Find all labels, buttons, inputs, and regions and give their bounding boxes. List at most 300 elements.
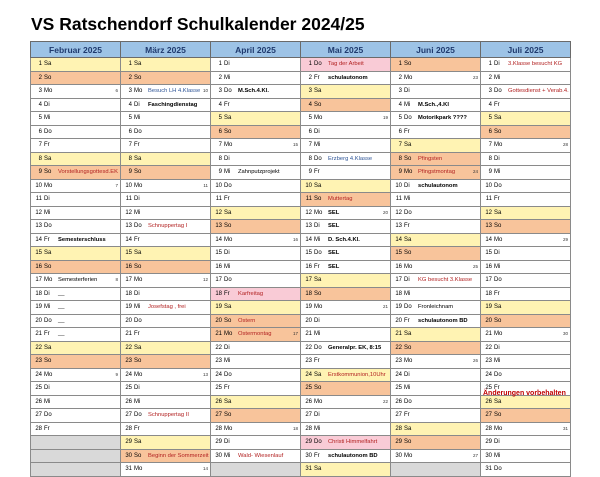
event-label: schulautonom BD [328, 452, 378, 459]
weekday: Do [224, 277, 232, 284]
day-row [31, 287, 571, 301]
day-row [31, 449, 571, 463]
day-row [31, 395, 571, 409]
day-number: 11 [215, 196, 222, 203]
weekday: Do [494, 182, 502, 189]
day-number: 21 [485, 331, 492, 338]
day-number: 26 [305, 398, 312, 405]
day-cell [391, 287, 481, 301]
day-cell [121, 260, 211, 274]
day-number: 12 [485, 209, 492, 216]
day-cell [301, 328, 391, 342]
day-cell [481, 422, 571, 436]
day-number: 8 [38, 155, 42, 162]
day-number: 7 [38, 142, 42, 149]
weekday: Mo [494, 142, 503, 149]
day-number: 6 [218, 128, 222, 135]
weekday: So [44, 358, 52, 365]
day-cell [301, 274, 391, 288]
day-number: 25 [35, 385, 42, 392]
day-cell [31, 193, 121, 207]
week-number: 20 [382, 209, 388, 215]
weekday: Sa [404, 142, 412, 149]
day-cell [301, 125, 391, 139]
day-number: 4 [488, 101, 492, 108]
weekday: Do [314, 155, 322, 162]
day-row [31, 206, 571, 220]
weekday: Di [134, 101, 140, 108]
day-cell [211, 206, 301, 220]
event-label: Beginn der Sommerzeit [148, 452, 209, 459]
weekday: So [494, 317, 502, 324]
day-cell [301, 179, 391, 193]
day-cell [211, 233, 301, 247]
day-cell [121, 247, 211, 261]
week-number: 25 [472, 263, 478, 269]
weekday: So [44, 169, 52, 176]
weekday: Mo [224, 331, 233, 338]
day-number: 21 [305, 331, 312, 338]
weekday: Do [44, 412, 52, 419]
weekday: Mi [314, 425, 321, 432]
weekday: Sa [134, 439, 142, 446]
weekday: So [134, 263, 142, 270]
week-number: 21 [382, 304, 388, 309]
day-number: 9 [308, 169, 312, 176]
day-number: 7 [128, 142, 132, 149]
month-header: Mai 2025 [301, 42, 391, 58]
day-cell [391, 152, 481, 166]
day-number: 25 [485, 385, 492, 392]
day-cell [121, 139, 211, 153]
day-row [31, 139, 571, 153]
event-label: schulautonom [418, 182, 458, 189]
day-row [31, 125, 571, 139]
day-cell [391, 220, 481, 234]
day-number: 4 [38, 101, 42, 108]
day-number: 8 [128, 155, 132, 162]
weekday: Sa [44, 250, 52, 257]
day-cell [391, 166, 481, 180]
weekday: Do [314, 344, 322, 351]
event-label: Erzberg 4.Klasse [328, 155, 373, 162]
event-label: Tag der Arbeit [328, 61, 364, 68]
weekday: Mi [404, 101, 411, 108]
weekday: Mo [44, 371, 53, 378]
month-header: März 2025 [121, 42, 211, 58]
changes-reserved-note: Änderungen vorbehalten [483, 390, 566, 397]
weekday: So [404, 250, 412, 257]
weekday: Do [224, 182, 232, 189]
event-label: Muttertag [328, 196, 353, 203]
day-number: 16 [35, 263, 42, 270]
weekday: Fr [134, 331, 140, 338]
day-number: 13 [395, 223, 402, 230]
day-cell [121, 409, 211, 423]
week-number: 16 [292, 236, 298, 242]
day-number: 17 [485, 277, 492, 284]
day-number: 29 [485, 439, 492, 446]
day-cell [121, 355, 211, 369]
event-label: Ostermontag [238, 331, 272, 338]
weekday: Mo [404, 169, 413, 176]
weekday: Mi [134, 209, 141, 216]
weekday: Do [314, 439, 322, 446]
day-number: 26 [485, 398, 492, 405]
day-number: 18 [215, 290, 222, 297]
day-cell [301, 112, 391, 126]
weekday: Do [134, 223, 142, 230]
day-row [31, 85, 571, 99]
day-number: 11 [125, 196, 132, 203]
event-label: __ [58, 290, 65, 297]
week-number: 14 [202, 466, 208, 471]
day-cell [121, 125, 211, 139]
event-label: __ [58, 317, 65, 324]
week-number: 27 [472, 452, 478, 458]
weekday: Fr [44, 425, 50, 432]
day-number: 18 [305, 290, 312, 297]
weekday: Sa [314, 466, 322, 473]
weekday: Mi [494, 169, 501, 176]
week-number: 17 [292, 331, 298, 336]
day-number: 19 [215, 304, 222, 311]
day-number: 14 [35, 236, 42, 243]
day-cell [481, 220, 571, 234]
day-number: 7 [218, 142, 222, 149]
day-cell [301, 341, 391, 355]
weekday: Do [44, 223, 52, 230]
weekday: Mo [494, 331, 503, 338]
weekday: Mo [314, 398, 323, 405]
month-header: Februar 2025 [31, 42, 121, 58]
weekday: Sa [494, 115, 502, 122]
day-cell [301, 220, 391, 234]
day-number: 23 [35, 358, 42, 365]
day-cell [481, 179, 571, 193]
day-cell [31, 341, 121, 355]
day-number: 2 [398, 74, 402, 81]
day-number: 30 [215, 452, 222, 459]
weekday: Di [494, 250, 500, 257]
day-cell [391, 341, 481, 355]
day-cell [121, 368, 211, 382]
day-number: 2 [218, 74, 222, 81]
weekday: Mi [314, 331, 321, 338]
empty-cell [31, 449, 121, 463]
day-cell [391, 314, 481, 328]
day-number: 16 [215, 263, 222, 270]
day-cell [481, 206, 571, 220]
day-cell [121, 463, 211, 477]
day-cell [391, 233, 481, 247]
day-number: 27 [395, 412, 402, 419]
day-cell [301, 247, 391, 261]
weekday: Fr [44, 331, 50, 338]
weekday: Sa [224, 115, 232, 122]
weekday: Sa [224, 209, 232, 216]
weekday: So [134, 169, 142, 176]
weekday: Di [314, 223, 320, 230]
weekday: Mi [134, 115, 141, 122]
day-cell [481, 71, 571, 85]
event-label: Schnuppertag II [148, 412, 189, 419]
weekday: Fr [224, 196, 230, 203]
day-row [31, 166, 571, 180]
weekday: Do [44, 128, 52, 135]
weekday: Fr [224, 385, 230, 392]
day-cell [31, 409, 121, 423]
day-cell [31, 382, 121, 396]
day-row [31, 179, 571, 193]
day-cell [301, 206, 391, 220]
weekday: Di [44, 196, 50, 203]
weekday: Sa [314, 371, 322, 378]
day-number: 10 [395, 182, 402, 189]
day-row [31, 422, 571, 436]
day-cell [301, 152, 391, 166]
day-cell [211, 112, 301, 126]
weekday: Mo [44, 182, 53, 189]
weekday: Sa [134, 61, 142, 68]
event-label: Semesterschluss [58, 236, 106, 243]
weekday: Do [494, 277, 502, 284]
day-cell [121, 112, 211, 126]
day-cell [121, 193, 211, 207]
week-number: 7 [115, 182, 118, 188]
day-number: 30 [485, 452, 492, 459]
weekday: So [314, 290, 322, 297]
day-number: 25 [305, 385, 312, 392]
day-cell [391, 139, 481, 153]
day-cell [391, 422, 481, 436]
weekday: So [224, 317, 232, 324]
weekday: Fr [134, 142, 140, 149]
day-cell [391, 368, 481, 382]
day-number: 2 [488, 74, 492, 81]
day-number: 21 [215, 331, 222, 338]
day-row [31, 260, 571, 274]
day-cell [121, 233, 211, 247]
day-number: 29 [215, 439, 222, 446]
day-cell [391, 449, 481, 463]
day-number: 20 [305, 317, 312, 324]
day-number: 22 [215, 344, 222, 351]
week-number: 15 [292, 142, 298, 147]
event-label: Besuch LH 4.Klasse [148, 88, 201, 95]
weekday: Mi [494, 263, 501, 270]
weekday: So [314, 196, 322, 203]
day-number: 5 [308, 115, 312, 122]
day-number: 24 [485, 371, 492, 378]
weekday: Do [134, 317, 142, 324]
weekday: Di [134, 196, 140, 203]
weekday: So [494, 223, 502, 230]
day-number: 3 [398, 88, 402, 95]
week-number: 26 [472, 358, 478, 363]
day-number: 28 [215, 425, 222, 432]
weekday: So [224, 223, 232, 230]
day-number: 15 [305, 250, 312, 257]
day-cell [211, 341, 301, 355]
empty-cell [211, 463, 301, 477]
day-cell [481, 247, 571, 261]
weekday: Mo [404, 358, 413, 365]
day-cell [481, 341, 571, 355]
day-row [31, 328, 571, 342]
day-cell [121, 422, 211, 436]
day-number: 15 [125, 250, 132, 257]
day-number: 3 [218, 88, 222, 95]
day-cell [391, 112, 481, 126]
weekday: Di [44, 290, 50, 297]
day-number: 11 [485, 196, 492, 203]
day-number: 23 [485, 358, 492, 365]
day-row [31, 220, 571, 234]
day-number: 1 [38, 61, 42, 68]
weekday: Sa [134, 250, 142, 257]
weekday: Do [404, 304, 412, 311]
day-number: 27 [305, 412, 312, 419]
day-cell [301, 314, 391, 328]
day-number: 27 [215, 412, 222, 419]
day-cell [121, 395, 211, 409]
day-number: 20 [215, 317, 222, 324]
day-number: 20 [395, 317, 402, 324]
day-number: 7 [398, 142, 402, 149]
weekday: Sa [44, 155, 52, 162]
day-cell [391, 355, 481, 369]
weekday: Do [494, 371, 502, 378]
day-number: 15 [215, 250, 222, 257]
event-label: D. Sch.4.Kl. [328, 236, 360, 243]
day-cell [481, 355, 571, 369]
weekday: Sa [134, 344, 142, 351]
day-number: 19 [35, 304, 42, 311]
day-cell [121, 301, 211, 315]
event-label: Faschingdienstag [148, 101, 198, 108]
day-number: 18 [485, 290, 492, 297]
day-number: 9 [488, 169, 492, 176]
weekday: Mo [224, 142, 233, 149]
day-number: 8 [218, 155, 222, 162]
day-cell [211, 193, 301, 207]
weekday: Do [314, 61, 322, 68]
day-cell [301, 287, 391, 301]
weekday: Di [494, 344, 500, 351]
day-row [31, 247, 571, 261]
weekday: So [224, 412, 232, 419]
weekday: Do [314, 250, 322, 257]
month-header: April 2025 [211, 42, 301, 58]
day-number: 16 [305, 263, 312, 270]
weekday: So [134, 452, 142, 459]
event-label: Erstkommunion,10Uhr [328, 371, 386, 378]
day-cell [481, 436, 571, 450]
day-number: 7 [488, 142, 492, 149]
day-cell [481, 233, 571, 247]
day-number: 6 [488, 128, 492, 135]
day-number: 6 [38, 128, 42, 135]
event-label: Wald- Wiesenlauf [238, 452, 284, 459]
weekday: So [404, 344, 412, 351]
weekday: Fr [224, 101, 230, 108]
day-cell [301, 260, 391, 274]
weekday: Di [404, 371, 410, 378]
day-cell [391, 58, 481, 72]
day-number: 27 [485, 412, 492, 419]
day-number: 23 [125, 358, 132, 365]
day-number: 19 [485, 304, 492, 311]
day-row [31, 58, 571, 72]
day-cell [211, 85, 301, 99]
week-number: 19 [382, 115, 388, 120]
day-cell [121, 220, 211, 234]
event-label: SEL [328, 263, 340, 270]
day-number: 23 [305, 358, 312, 365]
calendar-body [31, 58, 571, 477]
day-number: 13 [305, 223, 312, 230]
day-number: 14 [305, 236, 312, 243]
day-cell [31, 98, 121, 112]
day-cell [31, 206, 121, 220]
day-number: 9 [398, 169, 402, 176]
day-number: 22 [485, 344, 492, 351]
weekday: Mi [494, 74, 501, 81]
weekday: Sa [494, 398, 502, 405]
day-cell [121, 179, 211, 193]
day-cell [121, 85, 211, 99]
weekday: Mi [134, 304, 141, 311]
day-cell [301, 58, 391, 72]
weekday: Mo [224, 425, 233, 432]
day-cell [211, 139, 301, 153]
day-cell [481, 274, 571, 288]
weekday: Sa [134, 155, 142, 162]
day-row [31, 98, 571, 112]
weekday: Mi [44, 209, 51, 216]
weekday: Fr [314, 263, 320, 270]
day-number: 4 [308, 101, 312, 108]
day-number: 2 [128, 74, 132, 81]
weekday: Do [224, 371, 232, 378]
weekday: Mo [134, 277, 143, 284]
day-cell [211, 125, 301, 139]
weekday: Fr [44, 236, 50, 243]
day-number: 26 [35, 398, 42, 405]
day-cell [481, 449, 571, 463]
day-number: 31 [485, 466, 492, 473]
event-label: Pfingstmontag [418, 169, 456, 176]
weekday: Fr [314, 169, 320, 176]
weekday: So [404, 155, 412, 162]
event-label: 3.Klasse besucht KG [508, 61, 563, 68]
day-row [31, 341, 571, 355]
day-cell [391, 85, 481, 99]
day-number: 10 [485, 182, 492, 189]
day-number: 3 [488, 88, 492, 95]
weekday: Di [224, 155, 230, 162]
day-cell [391, 436, 481, 450]
day-cell [301, 233, 391, 247]
day-number: 14 [215, 236, 222, 243]
day-number: 17 [215, 277, 222, 284]
event-label: KG besucht 3.Klasse [418, 277, 473, 284]
event-label: Karfreitag [238, 290, 264, 297]
day-row [31, 193, 571, 207]
day-cell [31, 355, 121, 369]
day-cell [211, 179, 301, 193]
